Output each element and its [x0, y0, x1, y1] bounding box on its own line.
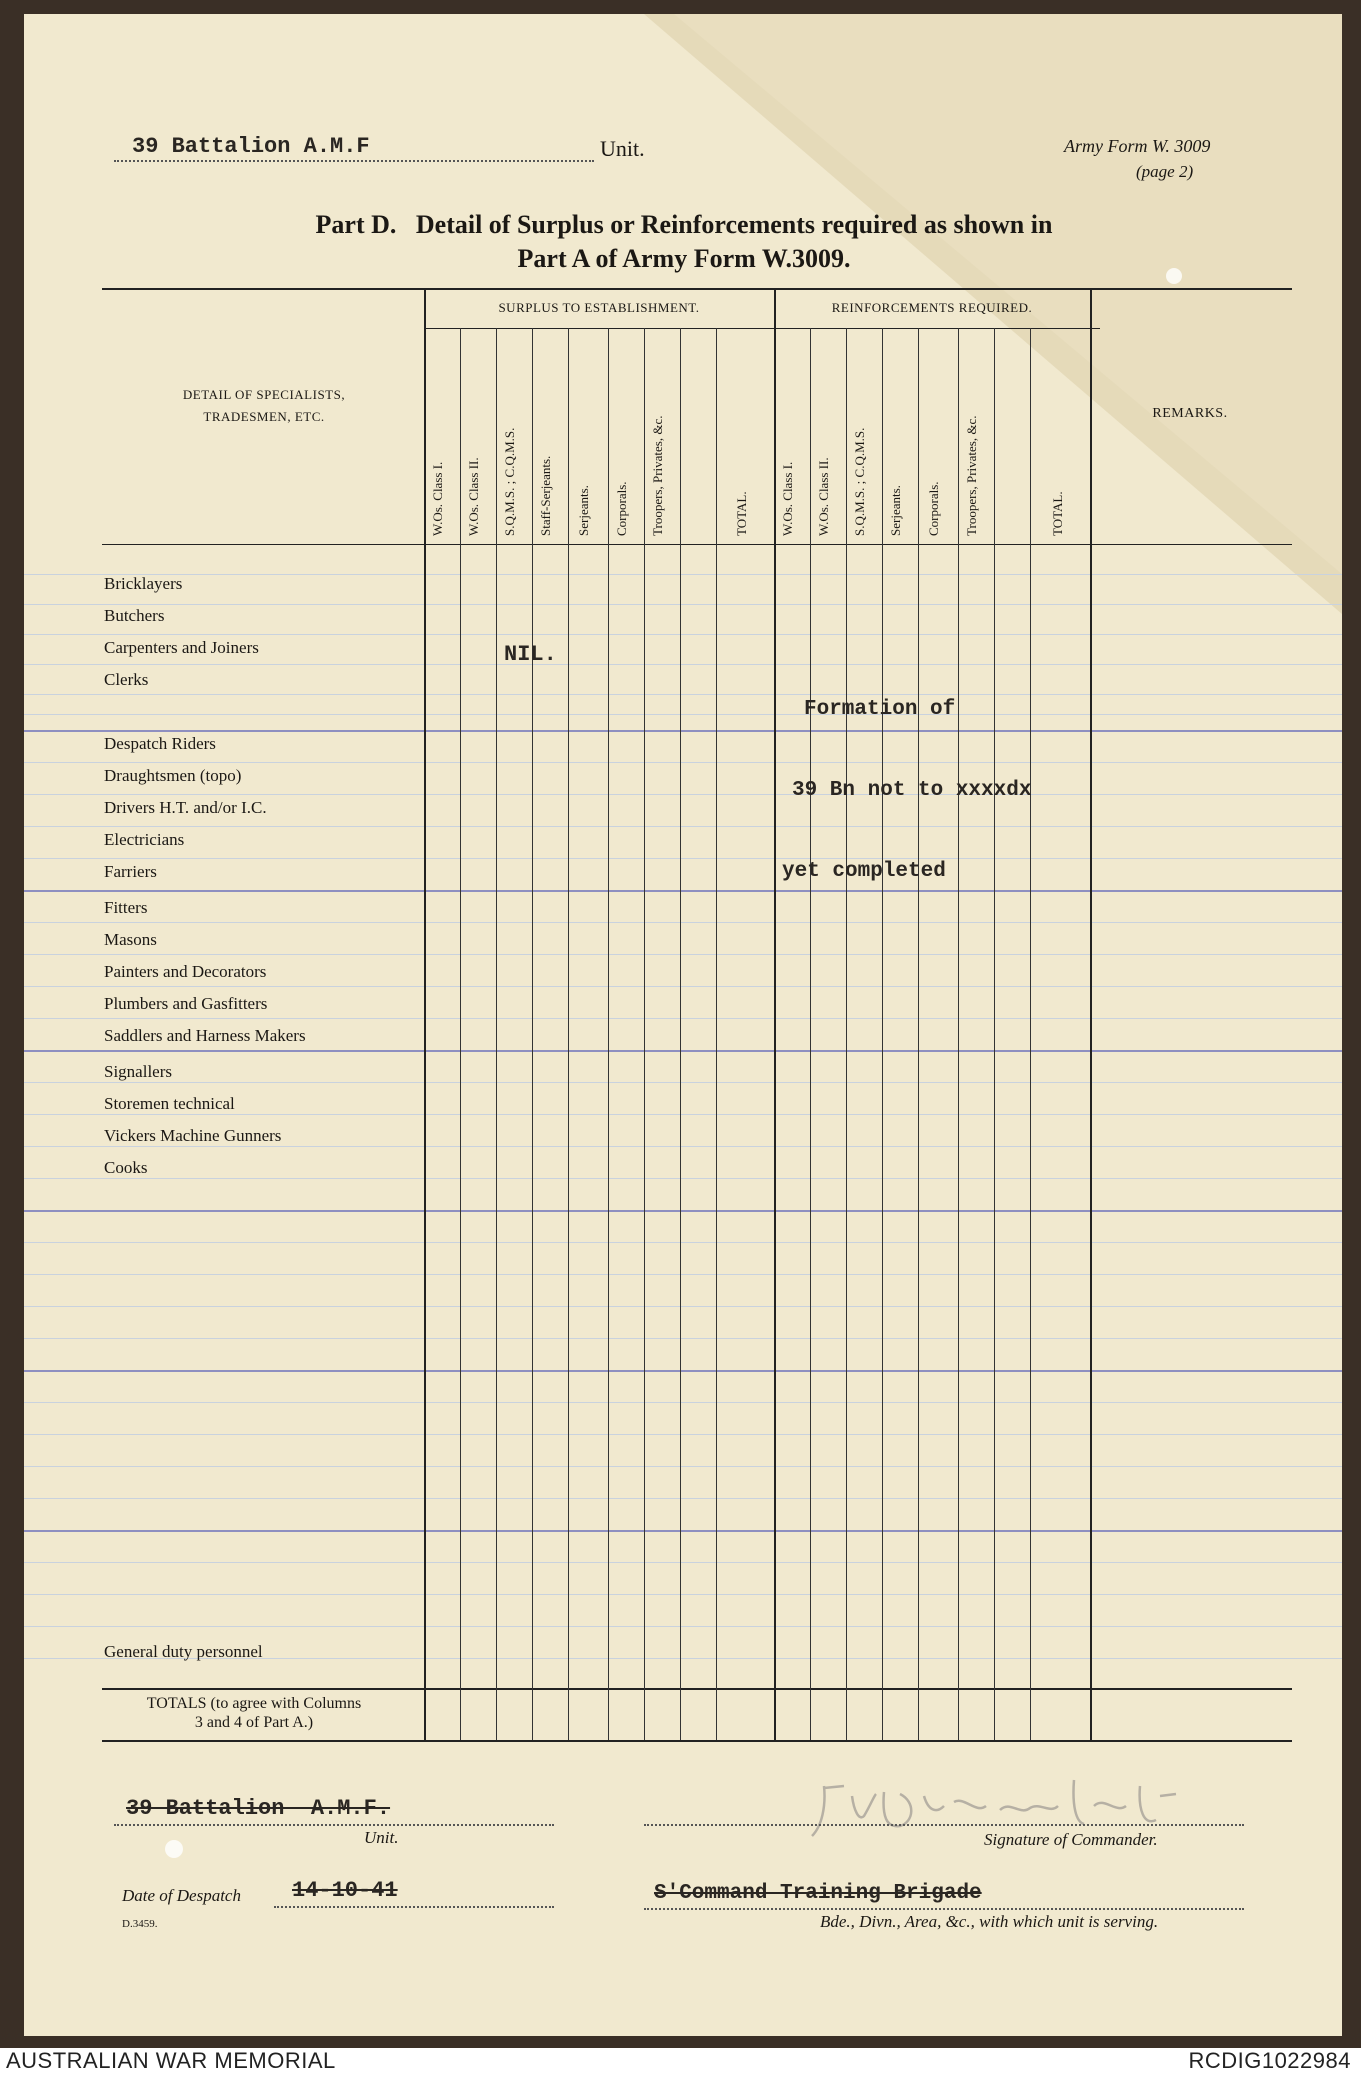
signoff-unit-value: 39 Battalion A.M.F. — [126, 1796, 391, 1821]
signoff-unit-label: Unit. — [364, 1828, 399, 1847]
surplus-col-staff-serjeants: Staff-Serjeants. — [538, 455, 553, 536]
surplus-col-serjeants: Serjeants. — [576, 485, 591, 536]
trade-row: Electricians — [104, 830, 185, 849]
note-line2: 39 Bn not to xxxxdx — [792, 779, 1032, 802]
reinforcement-note — [782, 642, 1031, 939]
folded-corner-shading — [24, 14, 1342, 2036]
surplus-header: SURPLUS TO ESTABLISHMENT. — [498, 300, 700, 315]
form-title-line1: Part D. Detail of Surplus or Reinforcements required as shown in — [315, 210, 1053, 239]
trade-row: Clerks — [104, 670, 149, 689]
reinf-col-troopers: Troopers, Privates, &c. — [964, 415, 979, 536]
surplus-col-wo-class1: W.Os. Class I. — [430, 461, 445, 536]
reinf-col-serjeants: Serjeants. — [888, 485, 903, 536]
reinf-col-blank — [1000, 366, 1024, 536]
trade-row: Painters and Decorators — [104, 962, 267, 981]
general-duty-row: General duty personnel — [104, 1642, 263, 1661]
surplus-col-blank — [686, 366, 710, 536]
totals-line2: 3 and 4 of Part A.) — [194, 1714, 314, 1731]
trade-row: Bricklayers — [104, 574, 183, 593]
form-page: (page 2) — [1136, 162, 1194, 181]
trade-row: Draughtsmen (topo) — [104, 766, 242, 785]
date-value: 14-10-41 — [292, 1878, 398, 1903]
trade-row: Signallers — [104, 1062, 172, 1081]
reinf-col-wo-class1: W.Os. Class I. — [780, 461, 795, 536]
unit-dotted-line — [114, 160, 594, 162]
surplus-nil-entry: NIL. — [504, 642, 557, 667]
form-title-line2: Part A of Army Form W.3009. — [517, 244, 851, 273]
brigade-line — [644, 1908, 1244, 1910]
remarks-header: REMARKS. — [1152, 406, 1228, 421]
archive-reference: RCDIG1022984 — [1188, 2048, 1351, 2073]
totals-line1: TOTALS (to agree with Columns — [146, 1695, 362, 1712]
reinf-col-wo-class2: W.Os. Class II. — [816, 457, 831, 536]
trade-row: Cooks — [104, 1158, 148, 1177]
trade-row: Fitters — [104, 898, 148, 917]
trade-row: Despatch Riders — [104, 734, 216, 753]
detail-header-line1: DETAIL OF SPECIALISTS, — [182, 387, 346, 402]
signature-line — [644, 1824, 1244, 1826]
trade-row: Storemen technical — [104, 1094, 235, 1113]
form-code: D.3459. — [122, 1918, 158, 1930]
reinf-col-sqms-cqms: S.Q.M.S. ; C.Q.M.S. — [852, 427, 867, 536]
archive-credit: AUSTRALIAN WAR MEMORIAL — [6, 2048, 336, 2073]
trade-row: Butchers — [104, 606, 165, 625]
note-line1: Formation of — [804, 698, 956, 721]
reinf-col-corporals: Corporals. — [926, 481, 941, 536]
totals-row — [104, 1694, 404, 1732]
trade-row: Plumbers and Gasfitters — [104, 994, 268, 1013]
surplus-col-sqms-cqms: S.Q.M.S. ; C.Q.M.S. — [502, 427, 517, 536]
note-line3: yet completed — [782, 860, 946, 883]
army-form-page — [24, 14, 1342, 2036]
detail-header — [124, 384, 404, 428]
trade-row: Farriers — [104, 862, 157, 881]
signature-label: Signature of Commander. — [984, 1830, 1158, 1849]
unit-label: Unit. — [600, 136, 645, 161]
surplus-col-wo-class2: W.Os. Class II. — [466, 457, 481, 536]
trade-row: Saddlers and Harness Makers — [104, 1026, 306, 1045]
detail-header-line2: TRADESMEN, ETC. — [203, 409, 325, 424]
date-label: Date of Despatch — [122, 1886, 241, 1905]
surplus-col-troopers: Troopers, Privates, &c. — [650, 415, 665, 536]
signoff-unit-line — [114, 1824, 554, 1826]
trade-row: Vickers Machine Gunners — [104, 1126, 282, 1145]
reinforcements-header: REINFORCEMENTS REQUIRED. — [831, 300, 1033, 315]
brigade-label: Bde., Divn., Area, &c., with which unit is serving. — [820, 1912, 1159, 1931]
form-name: Army Form W. 3009 — [1064, 136, 1211, 156]
trade-row: Carpenters and Joiners — [104, 638, 259, 657]
trade-row: Masons — [104, 930, 157, 949]
surplus-col-total: TOTAL. — [734, 491, 749, 536]
trade-row: Drivers H.T. and/or I.C. — [104, 798, 267, 817]
reinf-col-total: TOTAL. — [1050, 491, 1065, 536]
surplus-col-corporals: Corporals. — [614, 481, 629, 536]
unit-value: 39 Battalion A.M.F — [132, 134, 370, 159]
date-line — [274, 1906, 554, 1908]
brigade-value: S'Command Training Brigade — [654, 1882, 982, 1905]
